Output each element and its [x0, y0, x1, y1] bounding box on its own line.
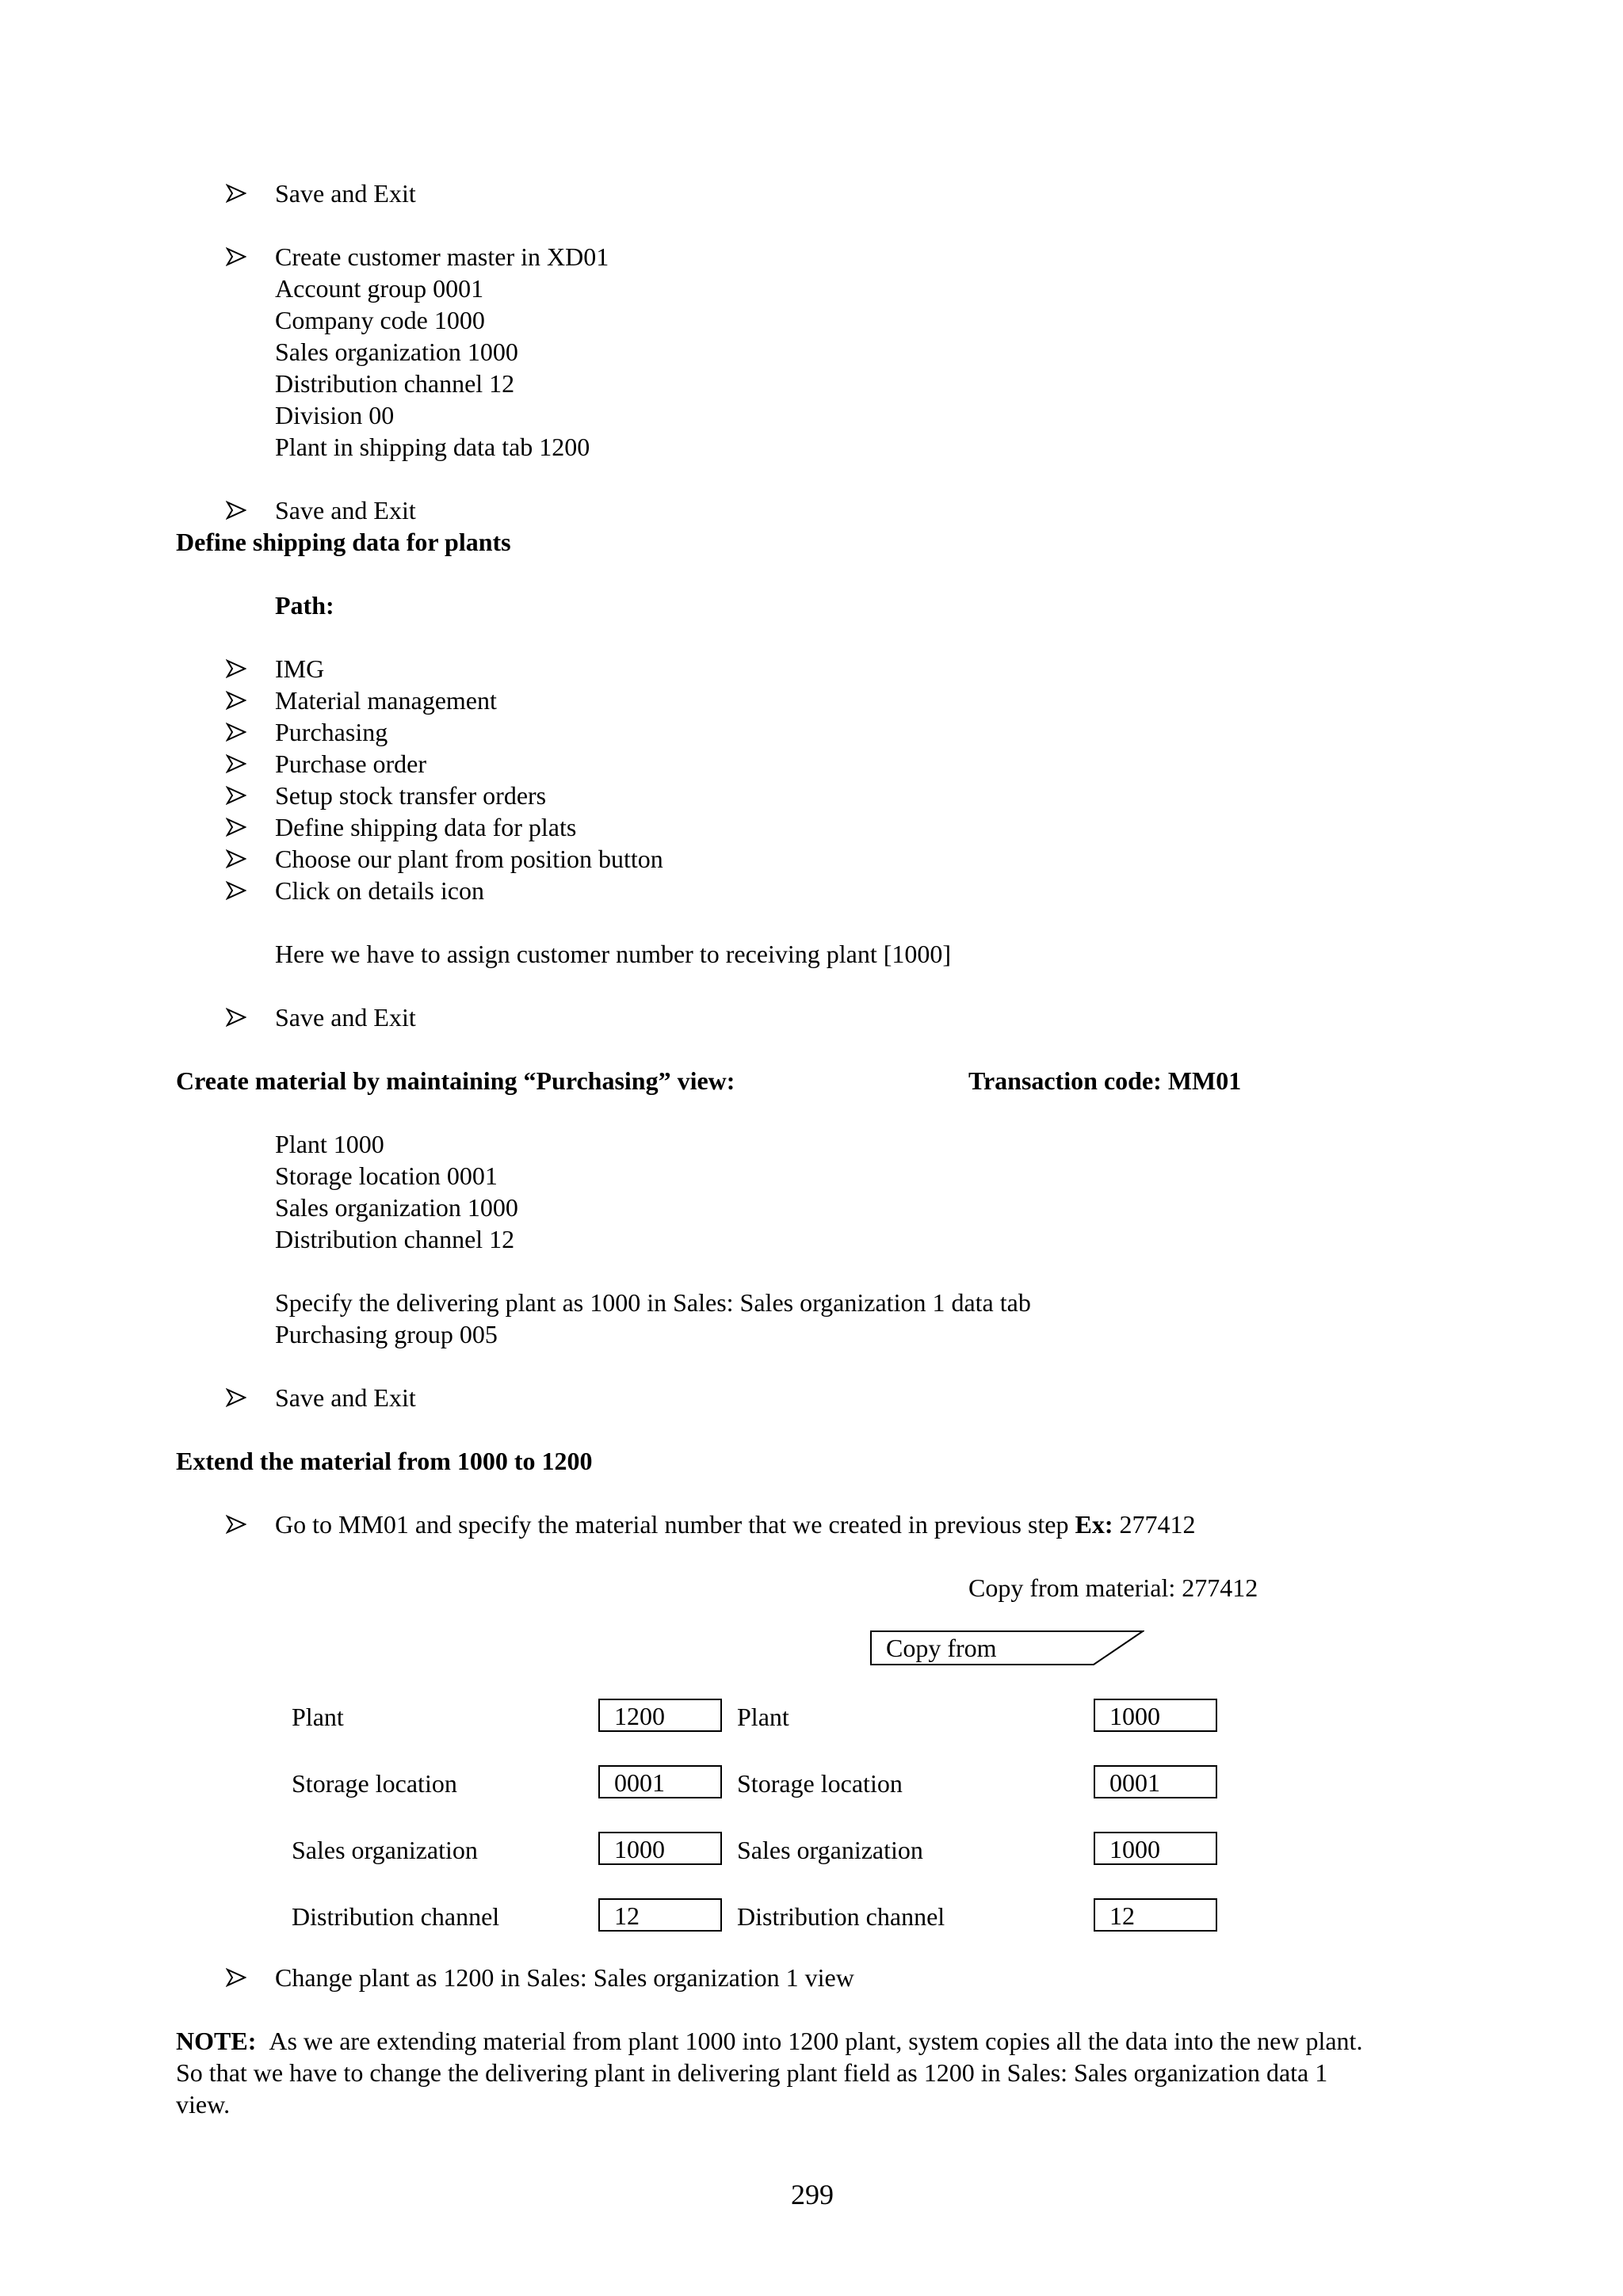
- example-label: Ex:: [1075, 1510, 1113, 1539]
- path-item: Click on details icon: [275, 876, 484, 905]
- copy-storage-location-field[interactable]: 0001: [1094, 1765, 1217, 1798]
- path-item: Setup stock transfer orders: [275, 781, 547, 810]
- storage-location-line: Storage location 0001: [275, 1161, 498, 1190]
- copy-label-sales-organization: Sales organization: [737, 1836, 923, 1864]
- copy-from-material: Copy from material: 277412: [968, 1573, 1258, 1602]
- copy-from-group-box: [870, 1630, 1144, 1665]
- goto-text: Go to MM01 and specify the material number that we created in previous step: [275, 1510, 1075, 1539]
- path-label: Path:: [275, 591, 334, 620]
- bullet-arrow-icon: [226, 501, 248, 521]
- field-label-sales-organization: Sales organization: [292, 1836, 478, 1864]
- note-paragraph-line-3: view.: [176, 2090, 231, 2119]
- path-item: Material management: [275, 686, 497, 715]
- note-paragraph-line-1: [176, 2028, 1362, 2054]
- copy-label-storage-location: Storage location: [737, 1769, 903, 1798]
- bullet-arrow-icon: [226, 184, 248, 204]
- bullet-arrow-icon: [226, 1968, 248, 1989]
- note-label: NOTE:: [176, 2027, 257, 2055]
- path-item: Define shipping data for plats: [275, 813, 577, 841]
- path-item: IMG: [275, 654, 325, 683]
- plant-field[interactable]: 1200: [598, 1699, 722, 1732]
- bullet-save-exit: Save and Exit: [275, 1003, 416, 1032]
- account-group-line: Account group 0001: [275, 274, 484, 303]
- bullet-create-customer: Create customer master in XD01: [275, 242, 609, 271]
- distribution-channel-field[interactable]: 12: [598, 1898, 722, 1932]
- company-code-line: Company code 1000: [275, 306, 485, 334]
- note-text: As we are extending material from plant 1000 into 1200 plant, system copies all the data into the new plant.: [269, 2027, 1363, 2055]
- bullet-save-exit: Save and Exit: [275, 496, 416, 524]
- bullet-arrow-icon: [226, 786, 248, 807]
- path-item: Purchase order: [275, 749, 427, 778]
- sales-org-line: Sales organization 1000: [275, 338, 518, 366]
- copy-label-plant: Plant: [737, 1703, 789, 1731]
- bullet-arrow-icon: [226, 691, 248, 711]
- field-label-plant: Plant: [292, 1703, 344, 1731]
- copy-distribution-channel-field[interactable]: 12: [1094, 1898, 1217, 1932]
- plant-line: Plant 1000: [275, 1130, 384, 1158]
- bullet-arrow-icon: [226, 1388, 248, 1409]
- note-paragraph-line-2: So that we have to change the delivering plant in delivering plant field as 1200 in Sales: Sales organization data 1: [176, 2058, 1328, 2087]
- field-label-storage-location: Storage location: [292, 1769, 457, 1798]
- path-item: Purchasing: [275, 718, 388, 746]
- example-value: 277412: [1113, 1510, 1196, 1539]
- bullet-arrow-icon: [226, 1008, 248, 1028]
- copy-label-distribution-channel: Distribution channel: [737, 1902, 945, 1931]
- copy-plant-field[interactable]: 1000: [1094, 1699, 1217, 1732]
- bullet-arrow-icon: [226, 818, 248, 838]
- copy-sales-organization-field[interactable]: 1000: [1094, 1832, 1217, 1865]
- bullet-save-exit: Save and Exit: [275, 179, 416, 208]
- delivering-plant-line: Specify the delivering plant as 1000 in Sales: Sales organization 1 data tab: [275, 1288, 1031, 1317]
- field-label-distribution-channel: Distribution channel: [292, 1902, 500, 1931]
- bullet-arrow-icon: [226, 1515, 248, 1535]
- sales-org-line: Sales organization 1000: [275, 1193, 518, 1222]
- dist-channel-line: Distribution channel 12: [275, 369, 515, 398]
- path-item: Choose our plant from position button: [275, 845, 663, 873]
- purchasing-group-line: Purchasing group 005: [275, 1320, 498, 1348]
- bullet-arrow-icon: [226, 881, 248, 902]
- copy-from-label: Copy from: [886, 1634, 997, 1662]
- bullet-save-exit: Save and Exit: [275, 1383, 416, 1412]
- bullet-arrow-icon: [226, 659, 248, 680]
- goto-mm01-line: [275, 1512, 1195, 1537]
- division-line: Division 00: [275, 401, 395, 429]
- bullet-arrow-icon: [226, 247, 248, 268]
- transaction-code: Transaction code: MM01: [968, 1066, 1242, 1095]
- assign-note: Here we have to assign customer number to receiving plant [1000]: [275, 940, 952, 968]
- sales-organization-field[interactable]: 1000: [598, 1832, 722, 1865]
- section-heading: Extend the material from 1000 to 1200: [176, 1447, 593, 1475]
- section-heading: Define shipping data for plants: [176, 528, 511, 556]
- dist-channel-line: Distribution channel 12: [275, 1225, 515, 1253]
- bullet-arrow-icon: [226, 723, 248, 743]
- change-plant-line: Change plant as 1200 in Sales: Sales organization 1 view: [275, 1963, 854, 1992]
- section-heading: Create material by maintaining “Purchasing” view:: [176, 1066, 735, 1095]
- plant-shipping-line: Plant in shipping data tab 1200: [275, 433, 590, 461]
- bullet-arrow-icon: [226, 849, 248, 870]
- bullet-arrow-icon: [226, 754, 248, 775]
- page-number: 299: [791, 2179, 834, 2210]
- storage-location-field[interactable]: 0001: [598, 1765, 722, 1798]
